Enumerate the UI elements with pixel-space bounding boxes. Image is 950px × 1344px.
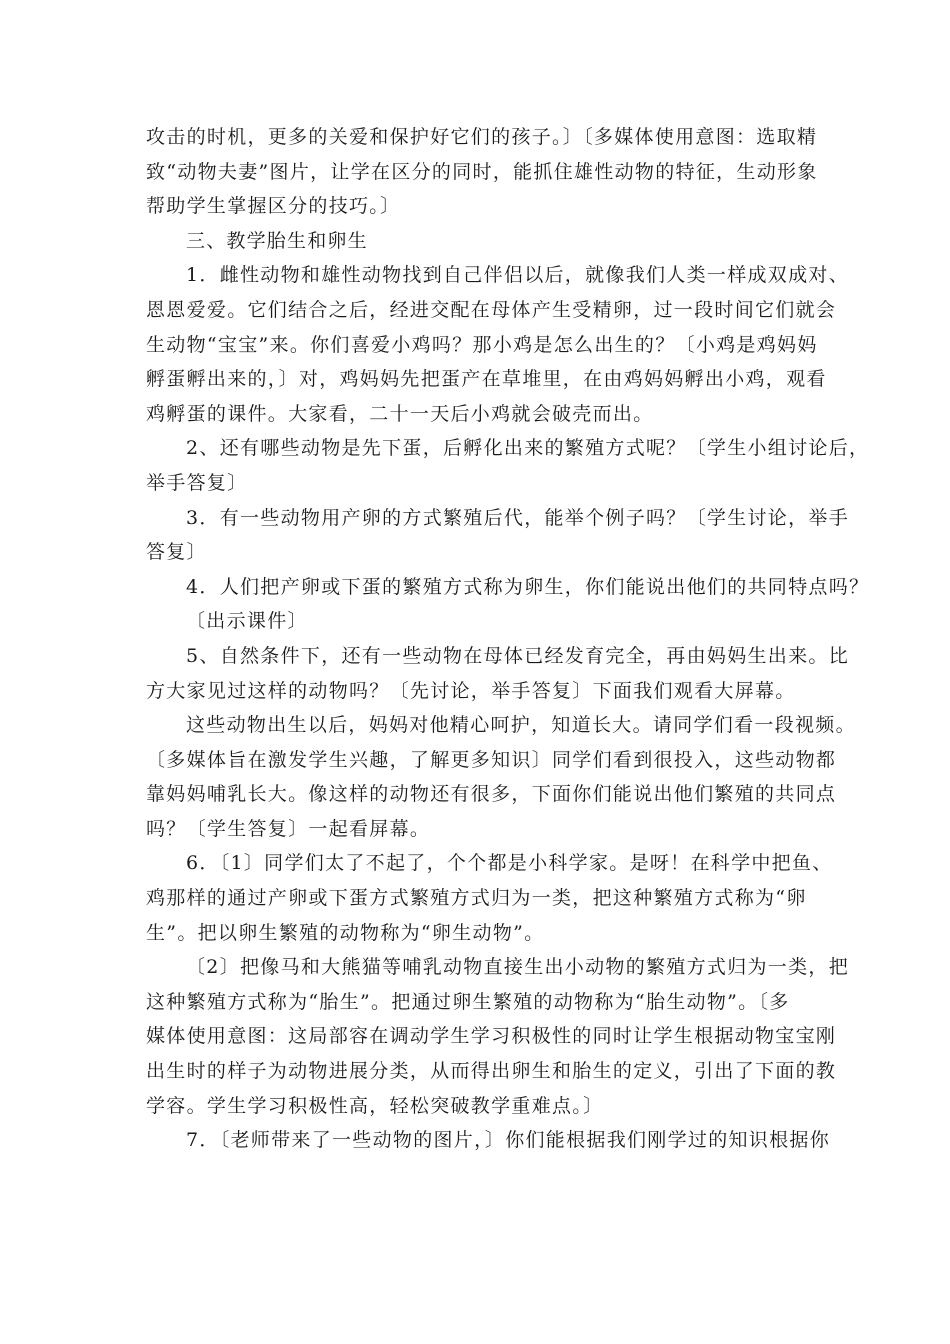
section-heading: 三、教学胎生和卵生 <box>186 229 368 252</box>
text-line: 4．人们把产卵或下蛋的繁殖方式称为卵生，你们能说出他们的共同特点吗？ <box>186 575 870 598</box>
text-line: 6．〔1〕同学们太了不起了，个个都是小科学家。是呀！在科学中把鱼、 <box>186 852 833 875</box>
text-line: 学容。学生学习积极性高，轻松突破教学重难点。〕 <box>146 1094 604 1117</box>
text-line: 生动物“宝宝”来。你们喜爱小鸡吗？那小鸡是怎么出生的？〔小鸡是鸡妈妈 <box>146 333 818 356</box>
text-line: 〔多媒体旨在激发学生兴趣，了解更多知识〕同学们看到很投入，这些动物都 <box>146 748 837 771</box>
text-line: 举手答复〕 <box>146 471 248 494</box>
text-line: 〔出示课件〕 <box>186 610 308 633</box>
text-line: 恩恩爱爱。它们结合之后，经进交配在母体产生受精卵，过一段时间它们就会 <box>146 298 837 321</box>
text-line: 〔2〕把像马和大熊猫等哺乳动物直接生出小动物的繁殖方式归为一类，把 <box>186 956 849 979</box>
text-line: 吗？〔学生答复〕一起看屏幕。 <box>146 817 431 840</box>
text-line: 5、自然条件下，还有一些动物在母体已经发育完全，再由妈妈生出来。比 <box>186 644 849 667</box>
text-line: 靠妈妈哺乳长大。像这样的动物还有很多，下面你们能说出他们繁殖的共同点 <box>146 783 837 806</box>
text-line: 攻击的时机，更多的关爱和保护好它们的孩子。〕〔多媒体使用意图：选取精 <box>146 126 818 148</box>
text-line: 帮助学生掌握区分的技巧。〕 <box>146 195 401 218</box>
text-line: 这种繁殖方式称为“胎生”。把通过卵生繁殖的动物称为“胎生动物”。〔多 <box>146 990 790 1013</box>
text-line: 生”。把以卵生繁殖的动物称为“卵生动物”。 <box>146 921 545 944</box>
text-line: 答复〕 <box>146 541 207 564</box>
text-line: 鸡孵蛋的课件。大家看，二十一天后小鸡就会破壳而出。 <box>146 402 654 425</box>
text-line: 2、还有哪些动物是先下蛋，后孵化出来的繁殖方式呢？〔学生小组讨论后， <box>186 437 870 460</box>
text-line: 方大家见过这样的动物吗？〔先讨论，举手答复〕下面我们观看大屏幕。 <box>146 679 796 702</box>
text-line: 出生时的样子为动物进展分类，从而得出卵生和胎生的定义，引出了下面的教 <box>146 1060 837 1083</box>
text-line: 媒体使用意图：这局部容在调动学生学习积极性的同时让学生根据动物宝宝刚 <box>146 1025 837 1048</box>
text-line: 鸡那样的通过产卵或下蛋方式繁殖方式归为一类，把这种繁殖方式称为“卵 <box>146 887 807 910</box>
text-line: 7．〔老师带来了一些动物的图片，〕你们能根据我们刚学过的知识根据你 <box>186 1129 830 1152</box>
text-line: 孵蛋孵出来的，〕对，鸡妈妈先把蛋产在草堆里，在由鸡妈妈孵出小鸡，观看 <box>146 368 827 391</box>
text-line: 致“动物夫妻”图片，让学在区分的同时，能抓住雄性动物的特征，生动形象 <box>146 160 818 183</box>
document-page <box>146 120 870 1158</box>
text-line: 1．雌性动物和雄性动物找到自己伴侣以后，就像我们人类一样成双成对、 <box>186 264 849 287</box>
text-line: 3．有一些动物用产卵的方式繁殖后代，能举个例子吗？〔学生讨论，举手 <box>186 506 849 529</box>
text-line: 这些动物出生以后，妈妈对他精心呵护，知道长大。请同学们看一段视频。 <box>186 714 856 737</box>
